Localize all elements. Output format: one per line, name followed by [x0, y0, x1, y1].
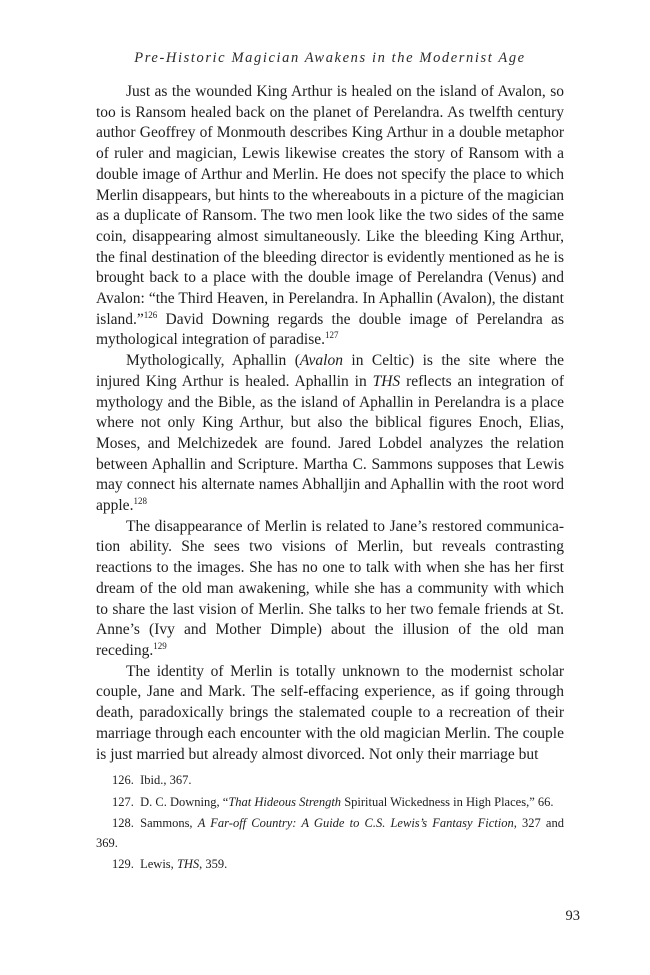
italic-text: THS	[372, 372, 401, 390]
text-run: , 327 and 369.	[96, 816, 564, 850]
paragraph	[96, 82, 564, 351]
paragraph	[96, 351, 564, 517]
italic-text: Avalon	[299, 352, 343, 370]
text-run: , 359.	[199, 857, 228, 872]
text-run: 129. Lewis,	[112, 857, 177, 872]
text-run: 128. Sammons,	[112, 816, 198, 831]
text-run: Just as the wounded King Arthur is healed on the island of Avalon, so too is Ransom healed back on the planet of Perelandra. As twelfth century author Geoffrey of Monmouth describes King Arthur in a double metaphor of ruler and magician, Lewis likewise creates the story of Ransom with a double image of Arthur and Merlin. He does not specify the place to which Merlin disappears, but hints to the whereabouts in a picture of the magician as a duplicate of Ransom. The two men look like the two sides of the same coin, disappearing almost simultaneously. Like the bleeding King Arthur, the final destination of the bleeding director is evidently mentioned as he is brought back to a place with the double image of Perelandra (Venus) and Avalon: “the Third Heaven, in Perelandra. In Aphallin (Avalon), the distant island.”	[96, 83, 564, 328]
text-run: 127. D. C. Downing, “	[112, 794, 229, 809]
text-run: 126. Ibid., 367.	[112, 773, 192, 787]
text-run: Mythologically, Aphallin (	[126, 352, 300, 370]
footnote	[96, 771, 564, 791]
footnote	[96, 855, 564, 875]
text-run: Spiritual Wickedness in High Places,” 66.	[341, 794, 554, 809]
italic-text: THS	[176, 857, 200, 872]
footnote	[96, 814, 564, 853]
footnote-ref: 129	[153, 640, 167, 651]
italic-text: A Far-off Country: A Guide to C.S. Lewis’s Fantasy Fiction	[197, 816, 514, 831]
footnote	[96, 793, 564, 813]
page-number: 93	[565, 908, 580, 924]
text-run: David Downing regards the double image of Perelandra as mythological integration of paradise.	[96, 310, 564, 349]
paragraph	[96, 662, 564, 766]
body-text	[96, 82, 564, 765]
text-run: The identity of Merlin is totally unknown to the modernist scholar couple, Jane and Mark. The self-effacing experience, as if going through death, paradoxically brings the stalemated couple to a recreation of their marriage through each encounter with the old magician Merlin. The couple is just married but already almost divorced. Not only their marriage but	[96, 662, 564, 763]
footnotes	[96, 771, 564, 875]
footnote-ref: 128	[133, 496, 147, 507]
paragraph	[96, 517, 564, 662]
footnote-ref: 126	[143, 309, 158, 320]
text-run: The disappearance of Merlin is related to Jane’s restored communication ability. She sees two visions of Merlin, but reveals contrasting reactions to the images. She has no one to talk with when she has her first dream of the old man awakening, while she has a community with which to share the last vision of Merlin. She talks to her two female friends at St. Anne’s (Ivy and Mother Dimple) about the illusion of the old man receding.	[96, 517, 564, 659]
italic-text: That Hideous Strength	[228, 794, 342, 809]
footnote-ref: 127	[325, 330, 339, 341]
text-run: reflects an integration of mythology and the Bible, as the island of Aphallin in Perelandra is a place where not only King Arthur, but also the biblical figures Enoch, Elias, Moses, and Melchizedek are found. Jared Lobdel analyzes the relation between Aphallin and Scripture. Martha C. Sammons supposes that Lewis may connect his alternate names Abhalljin and Aphallin with the root word apple.	[96, 372, 564, 515]
running-head: Pre-Historic Magician Awakens in the Modernist Age	[134, 50, 526, 66]
text-run: in Celtic) is the site where the injured King Arthur is healed. Aphallin in	[96, 352, 564, 390]
